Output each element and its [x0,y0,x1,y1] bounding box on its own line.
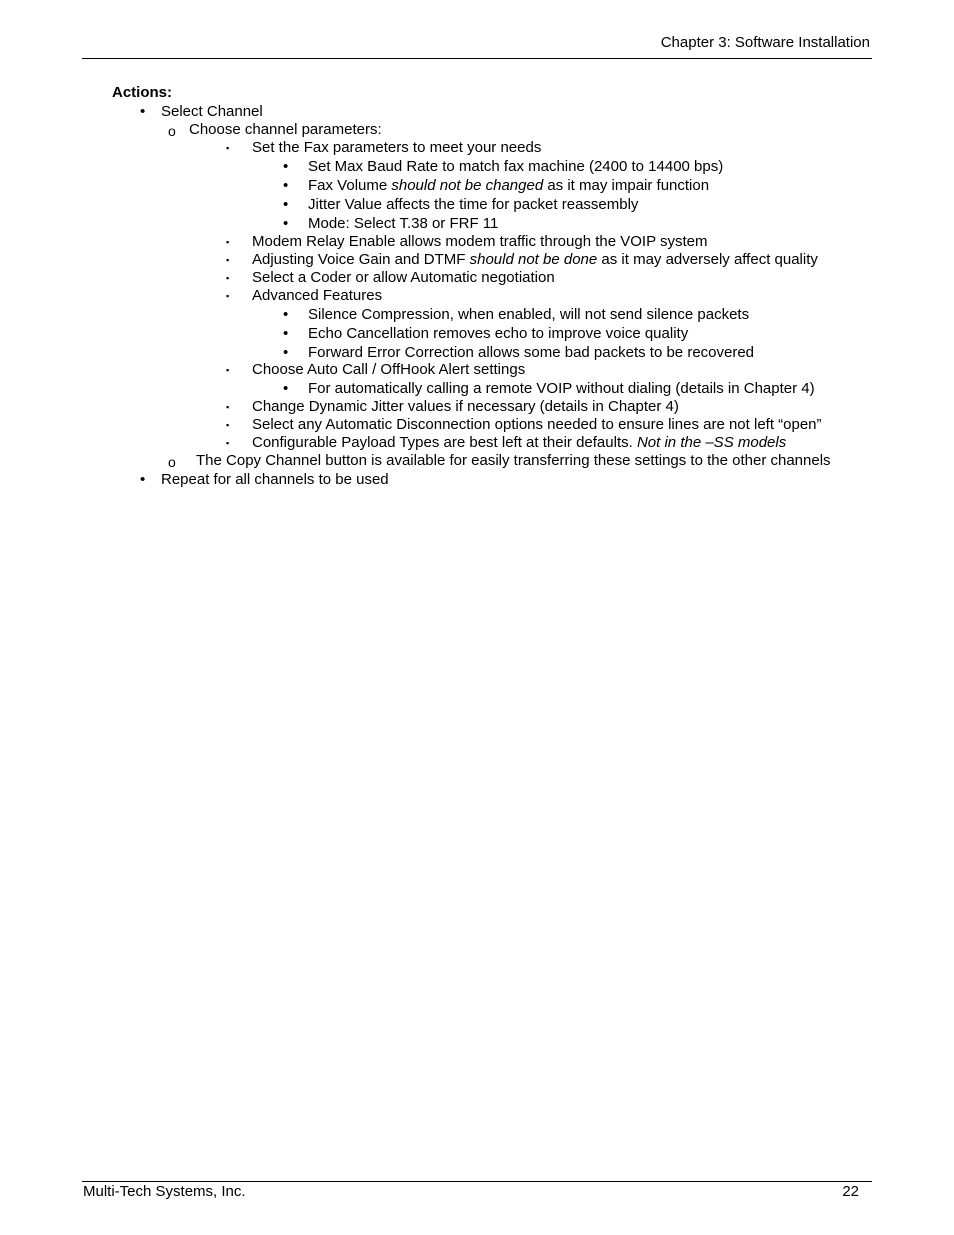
bullet-marker: • [283,158,289,175]
square-marker: ▪ [226,255,230,265]
emphasis-text: should not be changed [391,177,544,194]
square-marker: ▪ [226,365,230,375]
list-item: The Copy Channel button is available for easily transferring these settings to the other channels [196,452,831,469]
bullet-marker: • [283,380,289,397]
list-item: Set Max Baud Rate to match fax machine (2400 to 14400 bps) [308,158,724,175]
list-item-text: Adjusting Voice Gain and DTMF [252,251,470,268]
list-item: Select a Coder or allow Automatic negotiation [252,269,555,286]
footer-rule [82,1181,872,1182]
circle-marker: o [168,454,176,470]
bullet-marker: • [283,177,289,194]
list-item: Repeat for all channels to be used [161,471,389,488]
square-marker: ▪ [226,402,230,412]
actions-heading: Actions: [112,84,172,101]
square-marker: ▪ [226,438,230,448]
circle-marker: o [168,123,176,139]
list-item: Set the Fax parameters to meet your needs [252,139,542,156]
list-item: For automatically calling a remote VOIP without dialing (details in Chapter 4) [308,380,815,397]
list-item: Forward Error Correction allows some bad packets to be recovered [308,344,755,361]
bullet-marker: • [283,306,289,323]
emphasis-text: should not be done [469,251,598,268]
square-marker: ▪ [226,143,230,153]
square-marker: ▪ [226,291,230,301]
list-item: Echo Cancellation removes echo to improve voice quality [308,325,689,342]
list-item: Choose Auto Call / OffHook Alert settings [252,361,526,378]
list-item: Select Channel [161,103,263,120]
list-item [308,177,709,195]
footer-company: Multi-Tech Systems, Inc. [83,1183,246,1200]
square-marker: ▪ [226,420,230,430]
bullet-marker: • [283,215,289,232]
list-item: Advanced Features [252,287,383,304]
list-item: Mode: Select T.38 or FRF 11 [308,215,499,232]
list-item: Change Dynamic Jitter values if necessary (details in Chapter 4) [252,398,679,415]
square-marker: ▪ [226,273,230,283]
bullet-marker: • [283,196,289,213]
square-marker: ▪ [226,237,230,247]
list-item: Choose channel parameters: [189,121,382,138]
list-item: Modem Relay Enable allows modem traffic through the VOIP system [252,233,708,250]
page-number: 22 [842,1183,859,1200]
bullet-marker: • [283,325,289,342]
bullet-marker: • [283,344,289,361]
header-rule [82,58,872,59]
list-item-text: as it may adversely affect quality [597,251,818,268]
list-item [252,251,818,269]
list-item-text: as it may impair function [543,177,710,194]
list-item: Silence Compression, when enabled, will not send silence packets [308,306,750,323]
list-item-text: Configurable Payload Types are best left at their defaults. [252,434,637,451]
list-item [252,434,786,452]
chapter-header: Chapter 3: Software Installation [660,34,870,51]
bullet-marker: • [140,103,146,120]
list-item: Jitter Value affects the time for packet reassembly [308,196,639,213]
list-item-text: Fax Volume [308,177,392,194]
bullet-marker: • [140,471,146,488]
emphasis-text: Not in the –SS models [636,434,787,451]
list-item: Select any Automatic Disconnection options needed to ensure lines are not left “open” [252,416,822,433]
